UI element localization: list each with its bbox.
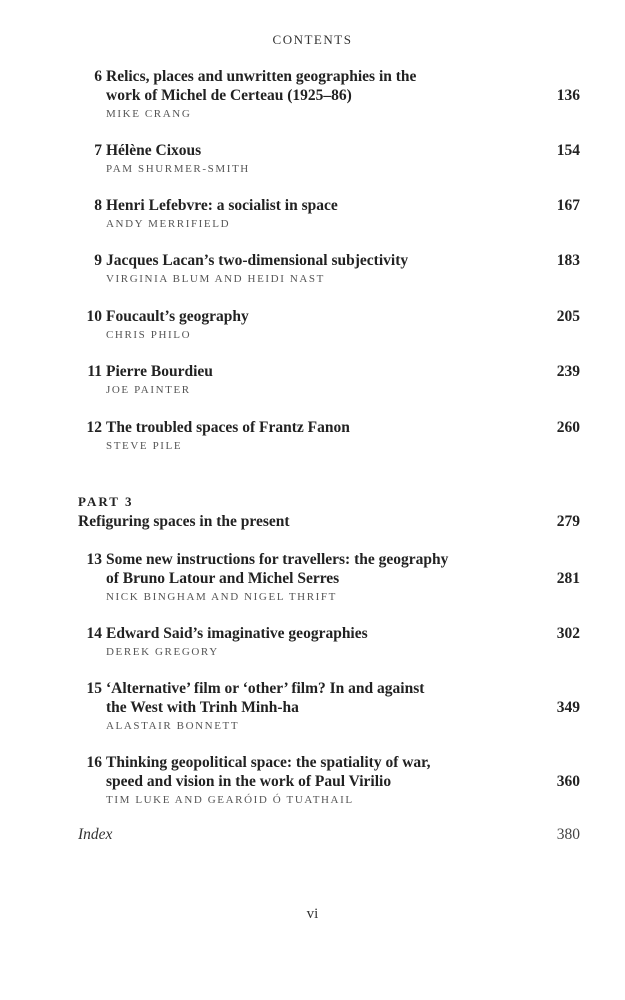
chapter-number: 13 [86,551,102,568]
chapter-author: VIRGINIA BLUM AND HEIDI NAST [106,273,325,285]
chapter-page-number: 260 [556,419,580,436]
chapter-page-number: 136 [556,87,580,104]
toc-entry [78,196,580,231]
chapter-title-line: the West with Trinh Minh-ha [106,699,299,716]
chapter-page-number: 205 [556,308,580,325]
chapter-number: 11 [87,363,102,380]
chapter-author: ALASTAIR BONNETT [106,720,240,732]
chapter-author: MIKE CRANG [106,108,192,120]
chapter-title-line: Edward Said’s imaginative geographies [106,625,368,642]
chapter-title-line: work of Michel de Certeau (1925–86) [106,87,352,104]
toc-entry [78,141,580,176]
chapter-page-number: 281 [556,570,580,587]
chapter-page-number: 167 [556,197,580,214]
toc-entry [78,679,580,733]
chapter-page-number: 360 [556,773,580,790]
part-page-number: 279 [556,513,580,530]
chapter-number: 16 [86,754,102,771]
chapter-author: CHRIS PHILO [106,329,192,341]
toc-entry [78,753,580,807]
chapter-number: 15 [86,680,102,697]
chapter-author: TIM LUKE AND GEARÓID Ó TUATHAIL [106,794,354,806]
toc-entry [78,362,580,397]
part-label: PART 3 [78,494,134,509]
chapter-page-number: 239 [556,363,580,380]
chapter-author: DEREK GREGORY [106,646,219,658]
chapter-number: 14 [86,625,102,642]
chapter-title-line: Jacques Lacan’s two-dimensional subjectivity [106,252,409,269]
chapter-author: JOE PAINTER [106,384,191,396]
toc-entry [78,624,580,659]
running-head: CONTENTS [272,32,353,47]
chapter-author: PAM SHURMER-SMITH [106,163,250,175]
chapter-title-line: Henri Lefebvre: a socialist in space [106,197,338,214]
chapter-title-line: The troubled spaces of Frantz Fanon [106,419,350,436]
chapter-number: 12 [86,419,102,436]
index-page-number: 380 [556,826,580,843]
chapter-number: 7 [94,142,102,159]
chapter-number: 9 [94,252,102,269]
chapter-page-number: 183 [556,252,580,269]
toc-entry [78,307,580,342]
chapter-title-line: Pierre Bourdieu [106,363,213,380]
index-label: Index [78,826,113,843]
chapter-number: 10 [86,308,102,325]
chapter-title-line: speed and vision in the work of Paul Virilio [106,773,392,790]
chapter-page-number: 154 [556,142,580,159]
chapter-author: STEVE PILE [106,440,183,452]
chapter-author: NICK BINGHAM AND NIGEL THRIFT [106,591,337,603]
chapter-number: 6 [94,68,102,85]
toc-entry [78,251,580,286]
part-title: Refiguring spaces in the present [78,513,290,530]
chapter-title-line: Thinking geopolitical space: the spatiality of war, [106,754,431,771]
toc-entry [78,418,580,453]
chapter-title-line: Hélène Cixous [106,142,202,159]
chapter-page-number: 302 [556,625,580,642]
chapter-title-line: Foucault’s geography [106,308,249,325]
chapter-title-line: Relics, places and unwritten geographies in the [106,68,417,85]
chapter-page-number: 349 [556,699,580,716]
chapter-author: ANDY MERRIFIELD [106,218,231,230]
chapter-title-line: Some new instructions for travellers: the geography [106,551,449,568]
page-folio: vi [306,906,319,922]
chapter-title-line: ‘Alternative’ film or ‘other’ film? In and against [106,680,425,697]
chapter-title-line: of Bruno Latour and Michel Serres [106,570,340,587]
toc-entry [78,67,580,121]
chapter-number: 8 [94,197,102,214]
toc-entry [78,550,580,604]
